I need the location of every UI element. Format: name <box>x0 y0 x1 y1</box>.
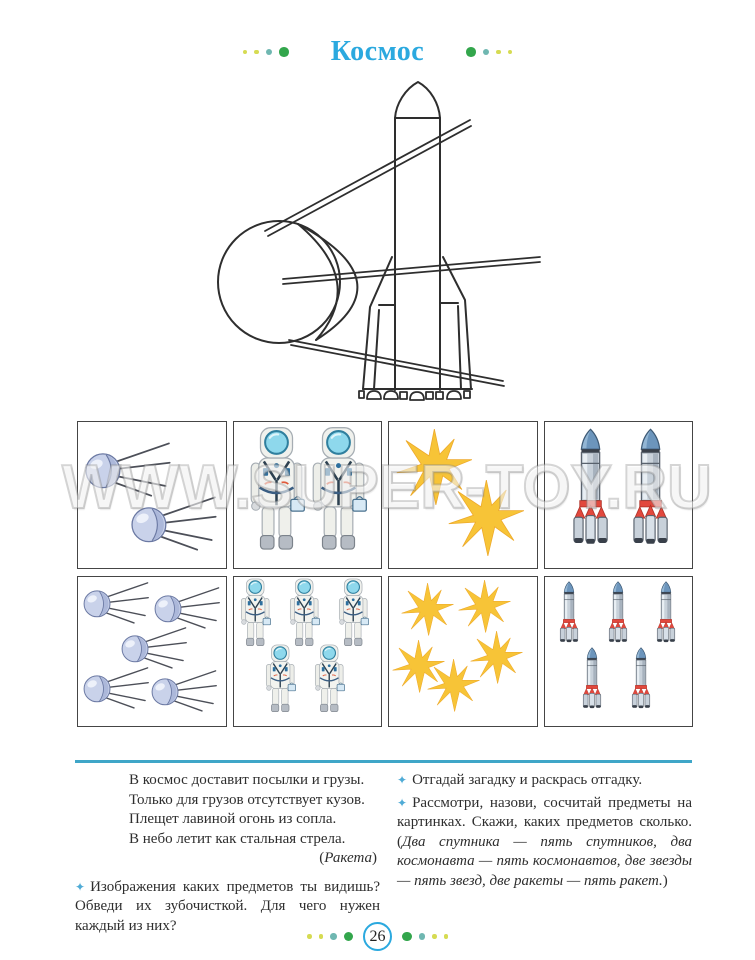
panel-star-x2 <box>388 421 538 569</box>
task-item: ✦ Отгадай загадку и раскрась отгадку. <box>397 772 643 788</box>
decor-dots-right-icon <box>402 932 448 942</box>
cosmonaut-picture <box>264 644 296 714</box>
riddle-answer <box>129 849 379 869</box>
coloring-outline-figure <box>168 76 562 416</box>
page-number: 26 <box>369 927 386 945</box>
yellow-dot-icon <box>319 934 324 939</box>
star-picture <box>427 659 480 712</box>
page-header <box>0 36 755 68</box>
panel-cosmonaut-x2 <box>233 421 383 569</box>
sputnik-picture <box>81 666 149 709</box>
rocket-body-outline <box>395 118 440 390</box>
teal-dot-icon <box>266 49 273 56</box>
section-divider <box>75 760 692 763</box>
riddle-line: В космос доставит посылки и грузы. <box>129 772 365 788</box>
decor-dots-left-icon <box>243 47 289 57</box>
decor-dots-left-icon <box>307 932 353 942</box>
task-item: ✦ Изображения каких предметов ты видишь? Обведи их зубочисткой. Для чего нужен каждый из них? <box>75 878 380 934</box>
rocket-nose-outline <box>395 82 440 118</box>
rocket-booster-right-outline <box>443 257 471 389</box>
rocket-picture <box>555 580 583 646</box>
task-bullet-icon: ✦ <box>397 795 408 810</box>
cosmonaut-picture <box>313 644 345 714</box>
sputnik-picture <box>119 626 187 669</box>
task-bullet-icon: ✦ <box>397 773 408 787</box>
rocket-picture <box>652 580 680 646</box>
riddle-lines <box>129 771 379 849</box>
yellow-dot-icon <box>496 50 501 55</box>
rocket-picture <box>564 426 617 550</box>
tasks-right <box>397 771 692 891</box>
task-bullet-icon: ✦ <box>75 879 86 894</box>
watermark: WWW.SUPER-TOY.RU <box>62 453 712 522</box>
left-column <box>75 771 380 938</box>
green-dot-icon <box>466 47 476 57</box>
text-columns <box>75 771 692 938</box>
yellow-dot-icon <box>243 50 248 55</box>
page-title: Космос <box>330 36 425 67</box>
panel-rocket-x2 <box>544 421 694 569</box>
cosmonaut-picture <box>337 578 369 648</box>
riddle-answer-word: Ракета <box>324 850 372 866</box>
teal-dot-icon <box>419 933 426 940</box>
rocket-picture <box>624 426 677 550</box>
riddle-line: Плещет лавиной огонь из сопла. <box>129 811 337 827</box>
counting-grid <box>77 421 693 727</box>
riddle-answer-paren: ( <box>319 850 325 866</box>
teal-dot-icon <box>483 49 490 56</box>
panel-rocket-x5 <box>544 576 694 727</box>
page-number-badge <box>363 922 392 951</box>
sputnik-picture <box>152 586 220 629</box>
yellow-dot-icon <box>508 50 513 55</box>
yellow-dot-icon <box>432 934 437 939</box>
page-footer <box>0 922 755 951</box>
rocket-picture <box>627 646 655 712</box>
green-dot-icon <box>402 932 412 942</box>
task-item: ✦ Рассмотри, назови, сосчитай предметы на картинках. Скажи, каких предметов сколько. (Два спутника — пять спутников, два космонавта — пять космонавтов, две звезды — пять звезд, две ракеты — пять ракет.) <box>397 794 692 889</box>
panel-sputnik-x2 <box>77 421 227 569</box>
cosmonaut-picture <box>288 578 320 648</box>
sputnik-picture <box>149 669 217 712</box>
green-dot-icon <box>279 47 289 57</box>
cosmonaut-picture <box>309 426 368 552</box>
yellow-dot-icon <box>254 50 259 55</box>
riddle-answer-paren: ) <box>372 850 377 866</box>
star-picture <box>401 583 454 636</box>
yellow-dot-icon <box>444 934 449 939</box>
sputnik-picture <box>128 495 217 551</box>
riddle-line: В небо летит как стальная стрела. <box>129 830 346 847</box>
panel-cosmonaut-x5 <box>233 576 383 727</box>
green-dot-icon <box>344 932 354 942</box>
right-column <box>397 771 692 938</box>
star-picture <box>448 480 525 557</box>
star-picture <box>458 580 511 633</box>
decor-dots-right-icon <box>466 47 512 57</box>
sputnik-picture <box>81 581 149 624</box>
teal-dot-icon <box>330 933 337 940</box>
cosmonaut-picture <box>239 578 271 648</box>
panel-star-x5 <box>388 576 538 727</box>
rocket-nozzles-outline <box>359 391 470 400</box>
riddle-block <box>129 771 379 869</box>
rocket-picture <box>604 580 632 646</box>
yellow-dot-icon <box>307 934 312 939</box>
cosmonaut-picture <box>247 426 306 552</box>
sputnik-antennas-outline <box>265 120 540 386</box>
rocket-picture <box>578 646 606 712</box>
riddle-line: Только для грузов отсутствует кузов. <box>129 791 365 808</box>
panel-sputnik-x5 <box>77 576 227 727</box>
sputnik-picture <box>82 441 171 497</box>
